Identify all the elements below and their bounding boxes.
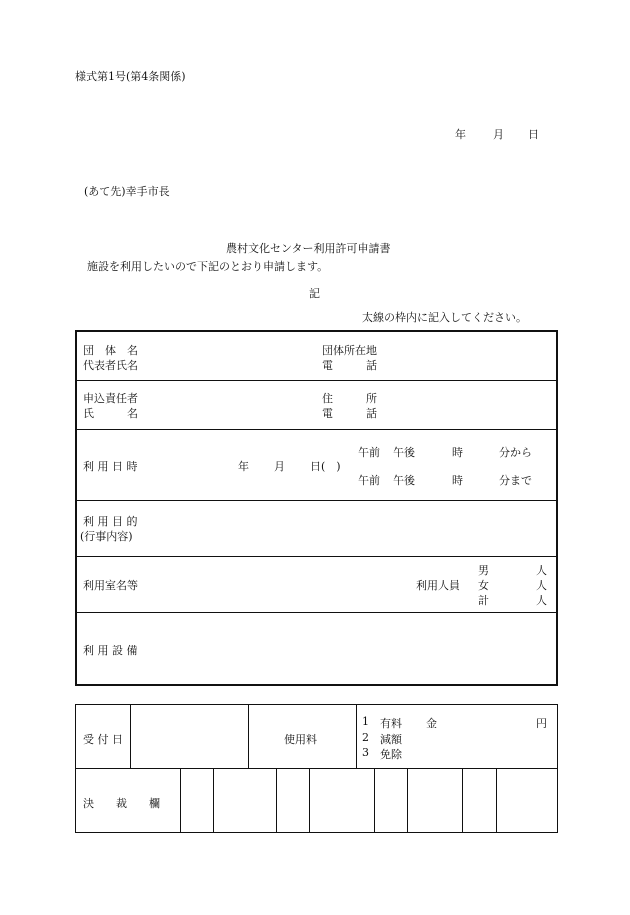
- fee-option-paid: 有料: [380, 717, 402, 730]
- end-minute-label: 分まで: [499, 474, 532, 487]
- row-divider: [76, 429, 557, 430]
- group-name-label: 団 体 名: [83, 344, 138, 357]
- male-label: 男: [478, 564, 489, 577]
- fee-option-1-number: 1: [362, 715, 369, 728]
- start-am-label: 午前: [358, 446, 380, 459]
- yen-label: 円: [536, 717, 547, 730]
- female-label: 女: [478, 579, 489, 592]
- group-phone-label: 電 話: [322, 359, 377, 372]
- approval-divider: [462, 768, 463, 833]
- ki-label: 記: [309, 287, 320, 300]
- applicant-phone-label: 電 話: [322, 407, 377, 420]
- group-address-label: 団体所在地: [322, 344, 377, 357]
- row-divider: [76, 612, 557, 613]
- start-pm-label: 午後: [393, 446, 415, 459]
- instruction-text: 太線の枠内に記入してください。: [362, 311, 527, 324]
- approval-divider: [374, 768, 375, 833]
- usage-day-label: 日( ): [310, 460, 341, 473]
- date-day-label: 日: [528, 128, 539, 141]
- date-month-label: 月: [493, 128, 504, 141]
- approval-divider: [496, 768, 497, 833]
- fee-option-2-number: 2: [362, 731, 369, 744]
- applicant-label: 申込責任者: [83, 392, 138, 405]
- approval-divider: [309, 768, 310, 833]
- amount-label: 金: [426, 717, 437, 730]
- column-divider: [248, 704, 249, 768]
- usage-month-label: 月: [274, 460, 285, 473]
- approval-divider: [276, 768, 277, 833]
- usage-purpose-label: 利 用 目 的: [83, 515, 138, 528]
- start-hour-label: 時: [452, 446, 463, 459]
- attendance-label: 利用人員: [416, 579, 460, 592]
- fee-option-reduced: 減額: [380, 733, 402, 746]
- column-divider: [356, 704, 357, 768]
- room-name-label: 利用室名等: [83, 579, 138, 592]
- end-am-label: 午前: [358, 474, 380, 487]
- received-date-label: 受 付 日: [83, 733, 123, 746]
- approval-divider: [213, 768, 214, 833]
- row-divider: [76, 556, 557, 557]
- row-divider: [76, 500, 557, 501]
- usage-datetime-label: 利 用 日 時: [83, 460, 138, 473]
- male-unit: 人: [536, 564, 547, 577]
- female-unit: 人: [536, 579, 547, 592]
- row-divider: [75, 768, 558, 769]
- approval-divider: [407, 768, 408, 833]
- row-divider: [76, 380, 557, 381]
- addressee: (あて先)幸手市長: [84, 185, 170, 198]
- start-minute-label: 分から: [499, 446, 532, 459]
- total-unit: 人: [536, 594, 547, 607]
- date-year-label: 年: [455, 128, 466, 141]
- usage-year-label: 年: [238, 460, 249, 473]
- end-hour-label: 時: [452, 474, 463, 487]
- event-content-label: (行事内容): [80, 530, 133, 543]
- name-label: 氏 名: [83, 407, 138, 420]
- total-label: 計: [478, 594, 489, 607]
- fee-label: 使用料: [284, 733, 317, 746]
- form-number: 様式第1号(第4条関係): [75, 70, 186, 83]
- representative-label: 代表者氏名: [83, 359, 138, 372]
- document-title: 農村文化センター利用許可申請書: [226, 242, 391, 255]
- application-table: [75, 330, 558, 686]
- approval-column-label: 決 裁 欄: [83, 797, 160, 810]
- column-divider: [130, 704, 131, 768]
- intro-text: 施設を利用したいので下記のとおり申請します。: [87, 260, 329, 273]
- end-pm-label: 午後: [393, 474, 415, 487]
- address-label: 住 所: [322, 392, 377, 405]
- equipment-label: 利 用 設 備: [83, 644, 138, 657]
- fee-option-3-number: 3: [362, 746, 369, 759]
- fee-option-exempt: 免除: [380, 748, 402, 761]
- approval-divider: [180, 768, 181, 833]
